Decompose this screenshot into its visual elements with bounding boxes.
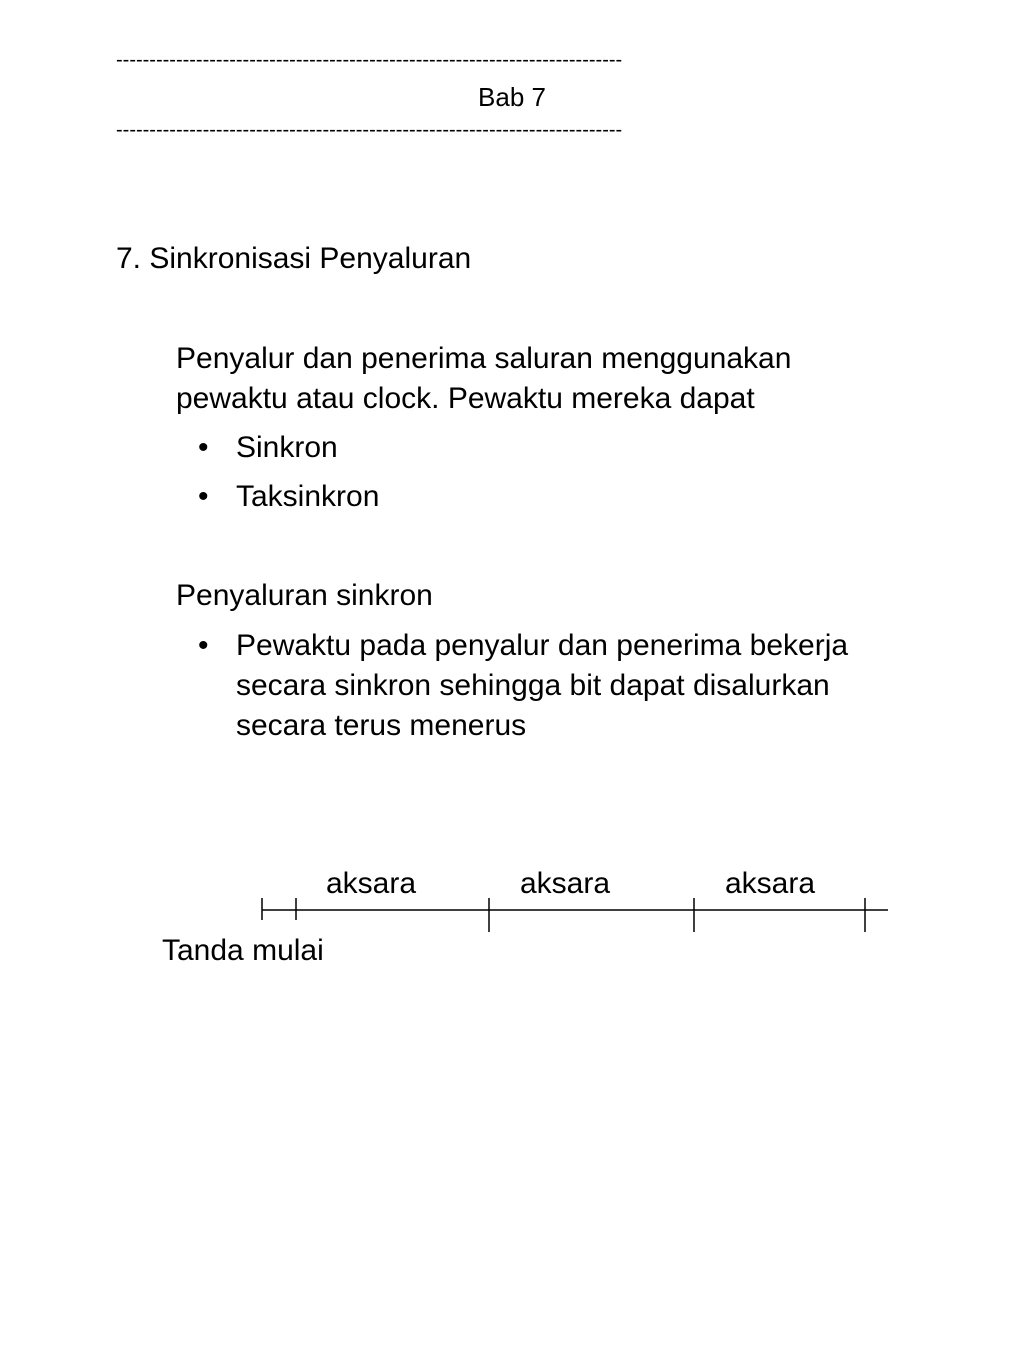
- intro-line: pewaktu atau clock. Pewaktu mereka dapat: [176, 382, 755, 415]
- header-rule-bottom: ----------------------------------------------------------------------------: [116, 119, 623, 141]
- sync-heading: Penyaluran sinkron: [176, 579, 433, 612]
- segment-label: aksara: [724, 867, 816, 900]
- list-item-label: Taksinkron: [236, 480, 380, 513]
- list-item: [198, 477, 379, 517]
- sync-description-list: [198, 626, 848, 755]
- intro-line: Penyalur dan penerima saluran menggunakan: [176, 342, 792, 375]
- clock-mode-list: [198, 428, 379, 526]
- bullet-icon: •: [198, 480, 209, 513]
- bullet-icon: •: [198, 629, 209, 662]
- header-rule-top: ----------------------------------------------------------------------------: [116, 49, 623, 71]
- intro-paragraph: [176, 339, 791, 419]
- list-item-line: secara sinkron sehingga bit dapat disalurkan: [236, 669, 830, 702]
- list-item: [198, 626, 848, 746]
- section-title: 7. Sinkronisasi Penyaluran: [116, 242, 472, 275]
- bullet-icon: •: [198, 431, 209, 464]
- list-item: [198, 428, 379, 468]
- segment-label: aksara: [519, 867, 611, 900]
- list-item-line: Pewaktu pada penyalur dan penerima bekerja: [236, 629, 849, 662]
- start-marker-label: Tanda mulai: [162, 934, 324, 967]
- synchronous-timeline-diagram: [0, 850, 1024, 990]
- segment-label: aksara: [325, 867, 417, 900]
- list-item-label: Sinkron: [236, 431, 338, 464]
- chapter-label: Bab 7: [478, 82, 546, 112]
- list-item-line: secara terus menerus: [236, 709, 527, 742]
